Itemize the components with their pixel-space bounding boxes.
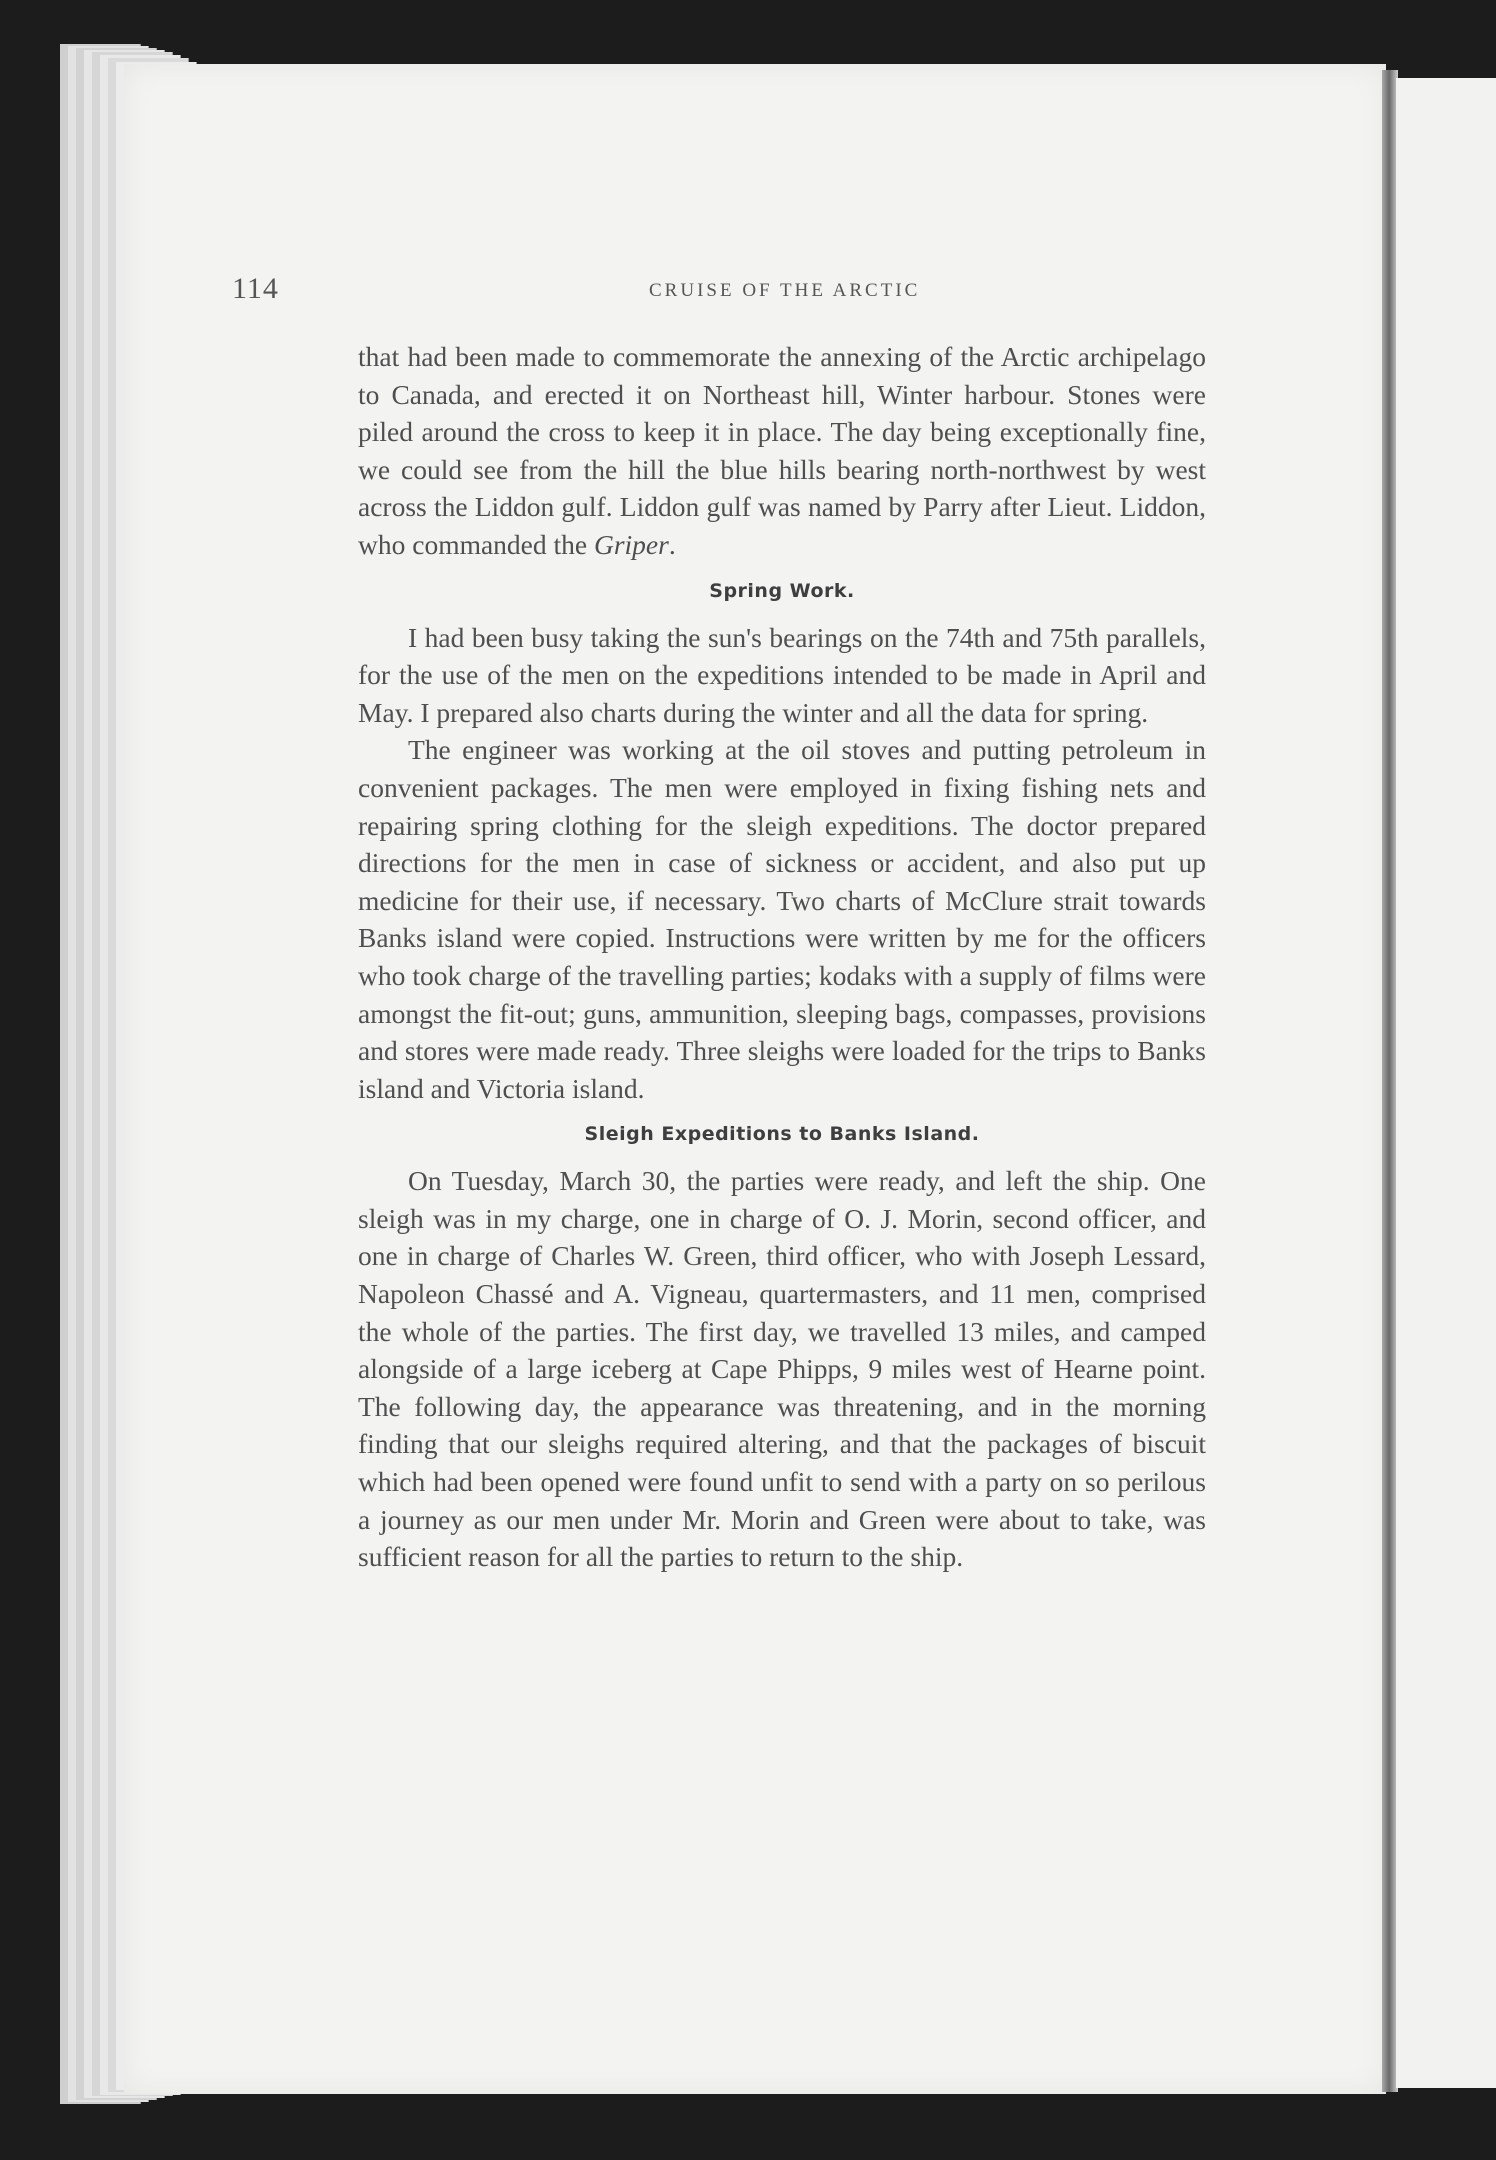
- paragraph-text: .: [668, 528, 676, 560]
- page-body: [358, 338, 1206, 1576]
- running-title: CRUISE OF THE ARCTIC: [649, 280, 921, 301]
- paragraph: [358, 338, 1206, 564]
- facing-page-edge: [1396, 78, 1496, 2088]
- paragraph: On Tuesday, March 30, the parties were ready, and left the ship. One sleigh was in my charge, one in charge of O. J. Morin, second officer, and one in charge of Charles W. Green, third officer, who with Joseph Lessard, Napoleon Chassé and A. Vigneau, quartermasters, and 11 men, comprised the whole of the parties. The first day, we travelled 13 miles, and camped alongside of a large iceberg at Cape Phipps, 9 miles west of Hearne point. The following day, the appearance was threatening, and in the morning finding that our sleighs required altering, and that the packages of biscuit which had been opened were found unfit to send with a party on so perilous a journey as our men under Mr. Morin and Green were about to take, was sufficient reason for all the parties to return to the ship.: [358, 1165, 1206, 1573]
- ship-name: Griper: [593, 528, 669, 560]
- running-head: [232, 272, 1204, 312]
- paragraph-text: that had been made to commemorate the annexing of the Arctic archipelago to Canada, and erected it on Northeast hill, Winter harbour. Stones were piled around the cross to keep it in place. The day being exceptionally fine, we could see from the hill the blue hills bearing north-northwest by west across the Liddon gulf. Liddon gulf was named by Parry after Lieut. Liddon, who commanded the: [358, 341, 1206, 560]
- section-heading: Sleigh Expeditions to Banks Island.: [584, 1123, 980, 1146]
- section-heading: Spring Work.: [709, 579, 855, 602]
- page-number: 114: [232, 272, 279, 305]
- paragraph: The engineer was working at the oil stoves and putting petroleum in convenient packages. The men were employed in fixing fishing nets and repairing spring clothing for the sleigh expeditions. The doctor prepared directions for the men in case of sickness or accident, and also put up medicine for their use, if necessary. Two charts of McClure strait towards Banks island were copied. Instructions were written by me for the officers who took charge of the travelling parties; kodaks with a supply of films were amongst the fit-out; guns, ammunition, sleeping bags, compasses, provisions and stores were made ready. Three sleighs were loaded for the trips to Banks island and Victoria island.: [358, 734, 1206, 1104]
- paragraph: I had been busy taking the sun's bearings on the 74th and 75th parallels, for the use of the men on the expeditions intended to be made in April and May. I prepared also charts during the winter and all the data for spring.: [358, 621, 1206, 728]
